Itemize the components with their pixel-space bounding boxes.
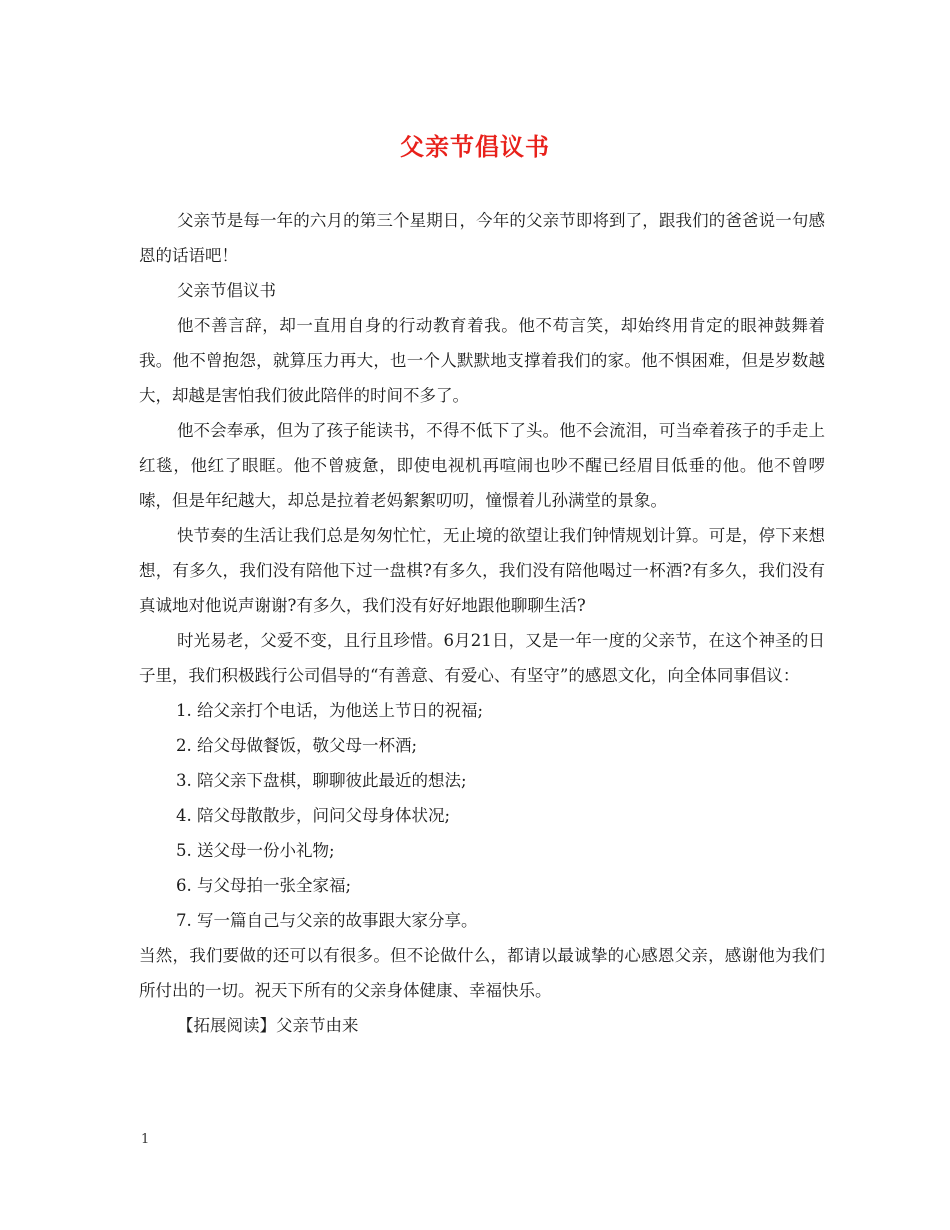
list-item: 7. 写一篇自己与父亲的故事跟大家分享。 bbox=[176, 911, 478, 930]
list-item: 3. 陪父亲下盘棋，聊聊彼此最近的想法; bbox=[176, 771, 467, 790]
document-body bbox=[139, 203, 825, 1043]
body-paragraph: 他不会奉承，但为了孩子能读书，不得不低下了头。他不会流泪，可当牵着孩子的手走上红毯，他红了眼眶。他不曾疲惫，即使电视机再喧闹也吵不醒已经眉目低垂的他。他不曾啰嗦，但是年纪越大，却总是拉着老妈絮絮叨叨，憧憬着儿孙满堂的景象。 bbox=[139, 421, 825, 510]
page-number: 1 bbox=[141, 1132, 150, 1147]
document-title: 父亲节倡议书 bbox=[400, 133, 550, 161]
body-paragraph: 时光易老，父爱不变，且行且珍惜。6月21日，又是一年一度的父亲节，在这个神圣的日子里，我们积极践行公司倡导的“有善意、有爱心、有坚守”的感恩文化，向全体同事倡议： bbox=[139, 631, 825, 685]
intro-paragraph: 父亲节是每一年的六月的第三个星期日，今年的父亲节即将到了，跟我们的爸爸说一句感恩的话语吧！ bbox=[139, 211, 825, 265]
section-heading: 父亲节倡议书 bbox=[176, 281, 276, 300]
list-item: 4. 陪父母散散步，问问父母身体状况; bbox=[176, 806, 451, 825]
closing-paragraph: 当然，我们要做的还可以有很多。但不论做什么，都请以最诚挚的心感恩父亲，感谢他为我们所付出的一切。祝天下所有的父亲身体健康、幸福快乐。 bbox=[139, 946, 825, 1000]
list-item: 5. 送父母一份小礼物; bbox=[176, 841, 335, 860]
list-item: 1. 给父亲打个电话，为他送上节日的祝福; bbox=[176, 701, 484, 720]
body-paragraph: 快节奏的生活让我们总是匆匆忙忙，无止境的欲望让我们钟情规划计算。可是，停下来想想，有多久，我们没有陪他下过一盘棋?有多久，我们没有陪他喝过一杯酒?有多久，我们没有真诚地对他说声谢谢?有多久，我们没有好好地跟他聊聊生活? bbox=[139, 526, 825, 615]
extended-reading-heading: 【拓展阅读】父亲节由来 bbox=[176, 1016, 359, 1035]
body-paragraph: 他不善言辞，却一直用自身的行动教育着我。他不苟言笑，却始终用肯定的眼神鼓舞着我。他不曾抱怨，就算压力再大，也一个人默默地支撑着我们的家。他不惧困难，但是岁数越大，却越是害怕我们彼此陪伴的时间不多了。 bbox=[139, 316, 825, 405]
list-item: 2. 给父母做餐饭，敬父母一杯酒; bbox=[176, 736, 418, 755]
list-item: 6. 与父母拍一张全家福; bbox=[176, 876, 352, 895]
